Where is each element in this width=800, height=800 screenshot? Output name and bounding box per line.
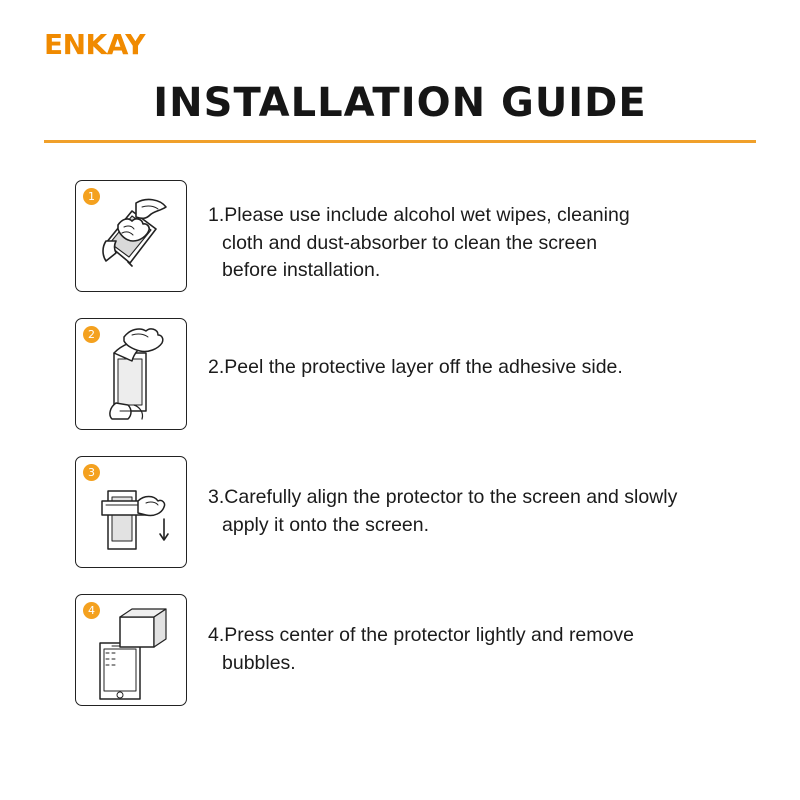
list-item	[0, 456, 800, 568]
step-3-line-2: apply it onto the screen.	[222, 513, 430, 536]
step-1-text	[187, 180, 800, 285]
step-2-badge: 2	[83, 326, 100, 343]
step-3-badge: 3	[83, 464, 100, 481]
step-1-line-1: 1.Please use include alcohol wet wipes, cleaning	[208, 204, 630, 226]
step-1-badge: 1	[83, 188, 100, 205]
title-block	[0, 80, 800, 143]
step-1-illustration	[75, 180, 187, 292]
steps-list	[0, 180, 800, 732]
title-divider	[44, 140, 756, 143]
step-4-badge: 4	[83, 602, 100, 619]
step-3-text	[187, 456, 800, 539]
step-2-line-1: 2.Peel the protective layer off the adhesive side.	[208, 356, 623, 378]
brand-logo	[44, 28, 145, 61]
step-1-line-2: cloth and dust-absorber to clean the screen	[222, 231, 598, 254]
step-3-illustration	[75, 456, 187, 568]
step-2-illustration	[75, 318, 187, 430]
step-4-text	[187, 594, 800, 677]
step-4-line-2: bubbles.	[222, 651, 296, 674]
list-item	[0, 318, 800, 430]
step-4-illustration	[75, 594, 187, 706]
step-2-text	[187, 318, 800, 382]
list-item	[0, 180, 800, 292]
page-title: INSTALLATION GUIDE	[153, 80, 647, 126]
step-1-line-3: before installation.	[222, 259, 381, 282]
step-4-line-1: 4.Press center of the protector lightly and remove	[208, 624, 634, 646]
list-item	[0, 594, 800, 706]
step-3-line-1: 3.Carefully align the protector to the screen and slowly	[208, 486, 678, 508]
brand-name: ENKAY	[44, 28, 146, 61]
